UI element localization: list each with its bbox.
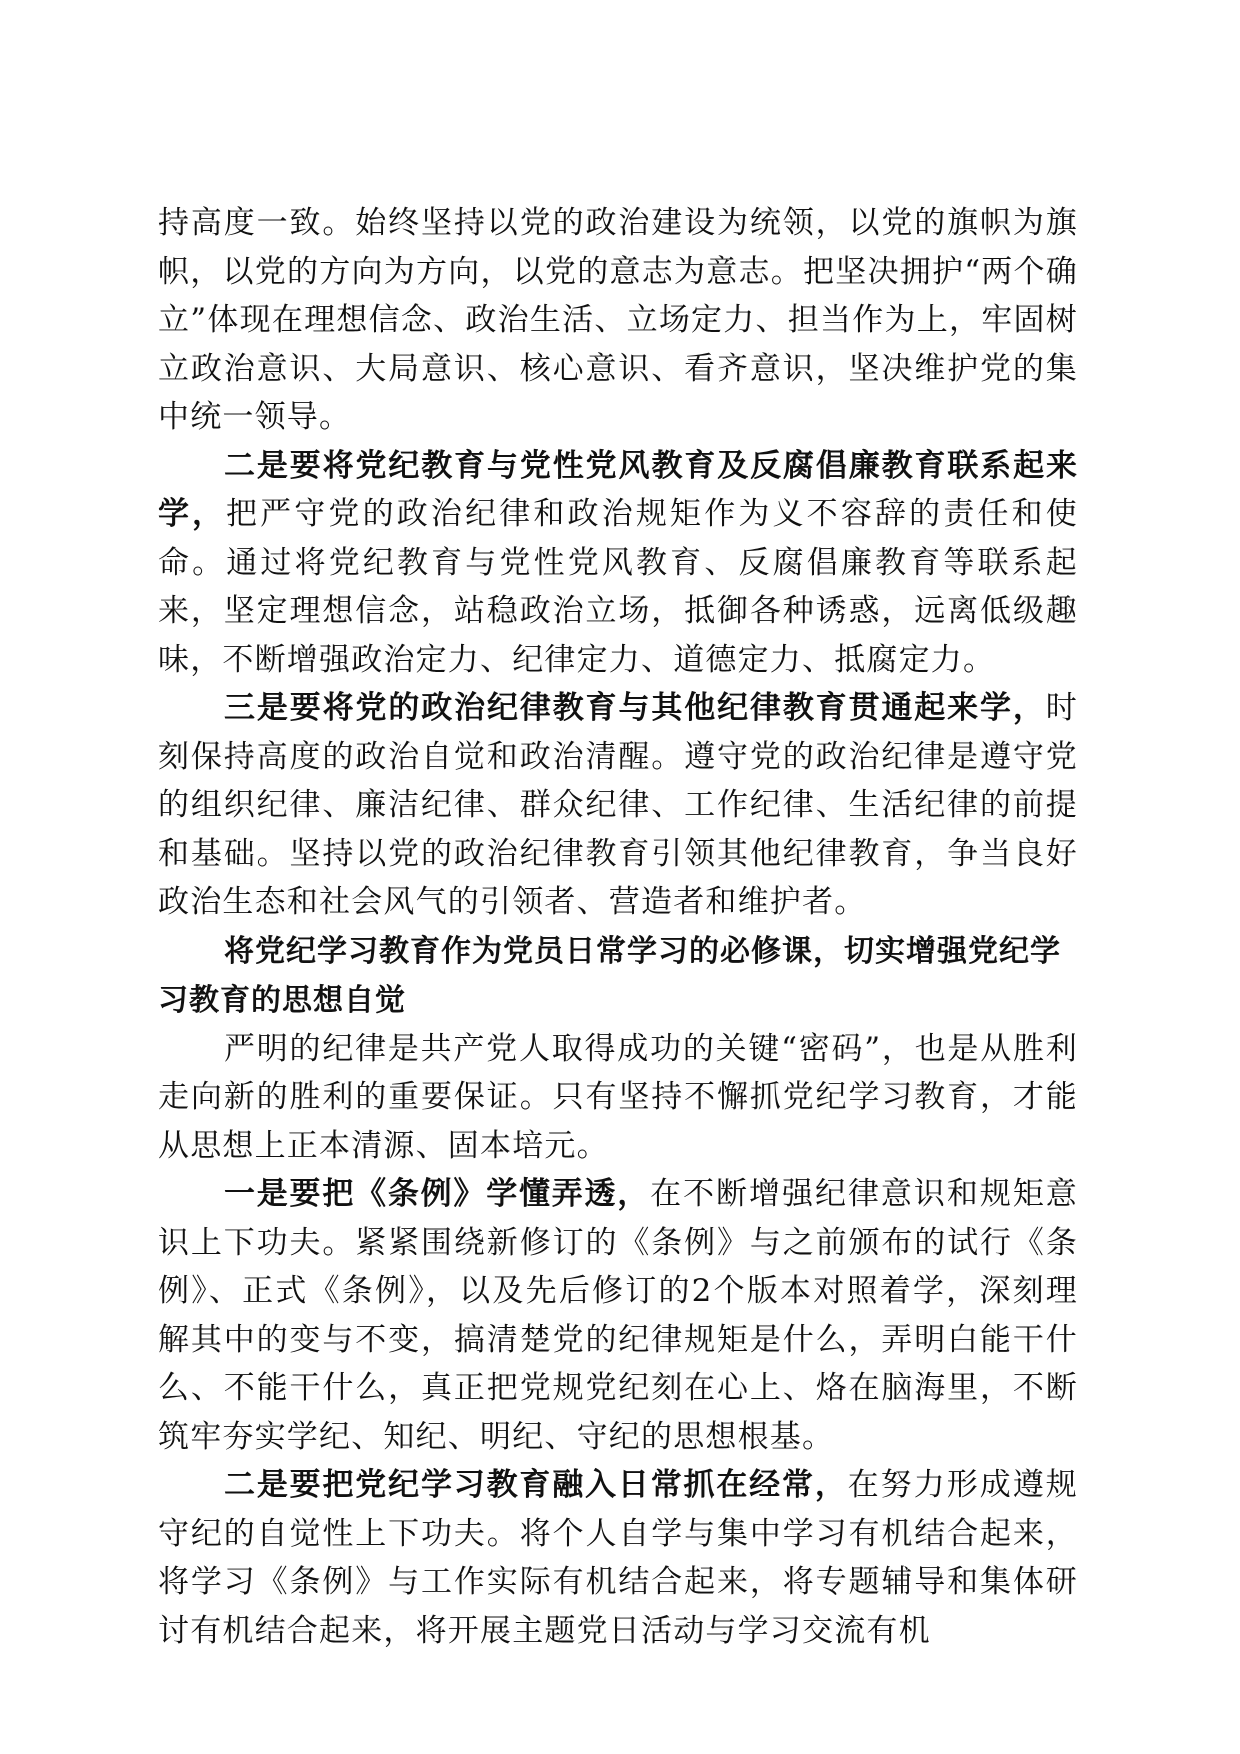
paragraph-point-two-b [158, 1461, 1078, 1655]
body-text [158, 199, 1078, 1655]
paragraph-lead: 一是要把《条例》学懂弄透， [224, 1176, 651, 1212]
paragraph-text: 把严守党的政治纪律和政治规矩作为义不容辞的责任和使命。通过将党纪教育与党性党风教育、反腐倡廉教育等联系起来，坚定理想信念，站稳政治立场，抵御各种诱惑，远离低级趣味，不断增强政治定力、纪律定力、道德定力、抵腐定力。 [158, 496, 1079, 678]
paragraph-point-one [158, 1170, 1078, 1461]
paragraph-lead: 二是要把党纪学习教育融入日常抓在经常， [224, 1467, 848, 1503]
paragraph-point-three [158, 684, 1078, 927]
paragraph-intro [158, 1025, 1078, 1171]
paragraph-text: 在不断增强纪律意识和规矩意识上下功夫。紧紧围绕新修订的《条例》与之前颁布的试行《条例》、正式《条例》，以及先后修订的2个版本对照着学，深刻理解其中的变与不变，搞清楚党的纪律规矩是什么，弄明白能干什么、不能干什么，真正把党规党纪刻在心上、烙在脑海里，不断筑牢夯实学纪、知纪、明纪、守纪的思想根基。 [158, 1176, 1078, 1455]
paragraph-continuation [158, 199, 1078, 442]
paragraph-lead: 三是要将党的政治纪律教育与其他纪律教育贯通起来学， [224, 690, 1046, 726]
paragraph-point-two [158, 442, 1078, 685]
paragraph-text: 持高度一致。始终坚持以党的政治建设为统领，以党的旗帜为旗帜，以党的方向为方向，以党的意志为意志。把坚决拥护“两个确立”体现在理想信念、政治生活、立场定力、担当作为上，牢固树立政治意识、大局意识、核心意识、看齐意识，坚决维护党的集中统一领导。 [158, 205, 1078, 435]
paragraph-text: 时刻保持高度的政治自觉和政治清醒。遵守党的政治纪律是遵守党的组织纪律、廉洁纪律、群众纪律、工作纪律、生活纪律的前提和基础。坚持以党的政治纪律教育引领其他纪律教育，争当良好政治生态和社会风气的引领者、营造者和维护者。 [158, 690, 1078, 920]
paragraph-text: 在努力形成遵规守纪的自觉性上下功夫。将个人自学与集中学习有机结合起来，将学习《条例》与工作实际有机结合起来，将专题辅导和集体研讨有机结合起来，将开展主题党日活动与学习交流有机 [158, 1467, 1078, 1649]
section-heading: 将党纪学习教育作为党员日常学习的必修课，切实增强党纪学习教育的思想自觉 [158, 933, 1061, 1018]
paragraph-text: 严明的纪律是共产党人取得成功的关键“密码”，也是从胜利走向新的胜利的重要保证。只有坚持不懈抓党纪学习教育，才能从思想上正本清源、固本培元。 [158, 1030, 1078, 1164]
paragraph-lead: 二是要将党纪教育与党性党风教育及反腐倡廉教育联系起来学， [158, 447, 1078, 532]
